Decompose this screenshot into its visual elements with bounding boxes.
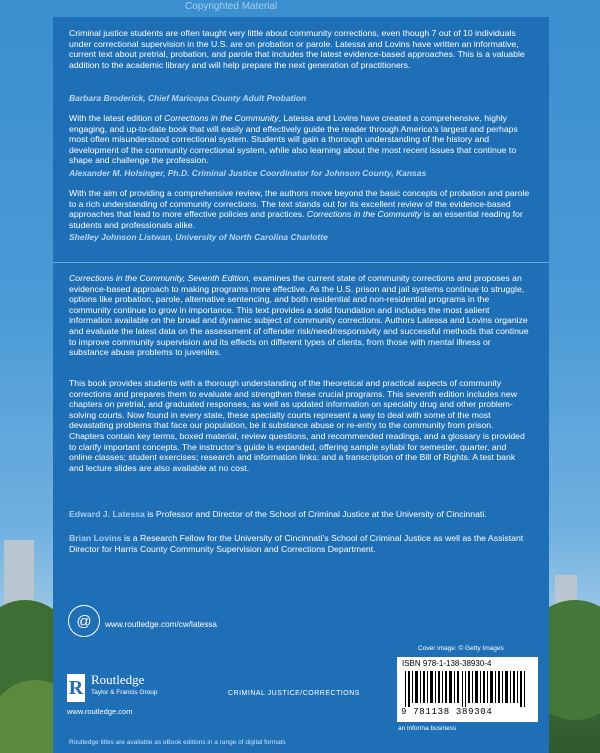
description-paragraph-2: This book provides students with a thorough understanding of the theoretical and practical aspects of community corrections and prepares them to evaluate and strengthen these crucial programs. This seventh edition includes new chapters on pretrial, and graduated responses, as well as updated information on specialty drug and other problem-solving courts. Now found in every state, these specialty courts represent a way to deal with some of the most devastating problems that face our population, be it substance abuse or re-entry to the community from prison. Chapters contain key terms, boxed material, review questions, and recommended readings, and a glossary is provided to clarify important concepts. The instructor’s guide is expanded, offering sample syllabi for semester, quarter, and online classes; student exercises; research and information links; and a transcription of the Bill of Rights. A test bank and lecture slides are also available at no cost.	[69, 378, 525, 473]
subject-category: CRIMINAL JUSTICE/CORRECTIONS	[228, 690, 360, 697]
isbn-barcode-box	[397, 657, 538, 722]
routledge-logo-icon: R	[67, 674, 85, 702]
informa-business-label: an informa business	[398, 725, 457, 732]
review-2-attribution: Alexander M. Holsinger, Ph.D. Criminal Justice Coordinator for Johnson County, Kansas	[69, 168, 427, 178]
review-3-text: With the aim of providing a comprehensive review, the authors move beyond the basic concepts of probation and parole to a rich understanding of community corrections. The text stands out for its excellent review of the evidence-based approaches that lead to more effective policies and practices. Corrections in the Community is an essential reading for students and professionals alike.	[69, 188, 530, 230]
ebook-availability-note: Routledge titles are available as eBook editions in a range of digital formats	[69, 739, 286, 746]
review-1-text: Criminal justice students are often taught very little about community corrections, even though 7 out of 10 individuals under correctional supervision in the U.S. are on probation or parole. Latessa and Lovins have written an informative, current text about pretrial, probation, and parole that includes the latest evidence-based approaches. This is a valuable addition to the academic library and will help prepare the next generation of practitioners.	[69, 28, 525, 70]
copyright-watermark: Copyrighted Material	[185, 1, 278, 12]
description-paragraph-1: Corrections in the Community, Seventh Edition, examines the current state of community corrections and proposes an evidence-based approach to making programs more effective. As the U.S. prison and jail systems continue to struggle, options like probation, parole, alternative sentencing, and both residential and non-residential programs in the community continue to grow in importance. This text provides a solid foundation and includes the most salient information available on the broad and dynamic subject of community corrections. Authors Latessa and Lovins organize and evaluate the latest data on the assessment of offender risk/need/responsivity and successful methods that continue to improve community supervision and its effects on different types of clients, from those with mental illness or substance abuse problems to juveniles.	[69, 273, 529, 358]
barcode-icon	[403, 671, 531, 707]
companion-website-icon: @	[68, 605, 100, 637]
review-2-text: With the latest edition of Corrections in the Community, Latessa and Lovins have created a comprehensive, highly engaging, and up-to-date book that will easily and effectively guide the reader through America’s largest and perhaps most often misunderstood correctional system. Students will gain a thorough understanding of the history and development of the community correctional system, while also learning about the most recent issues that continue to shape and challenge the profession.	[69, 113, 518, 166]
publisher-group: Taylor & Francis Group	[91, 689, 158, 696]
author-bio-lovins: Brian Lovins is a Research Fellow for the University of Cincinnati’s School of Criminal Justice as well as the Assistant Director for Harris County Community Supervision and Corrections Department.	[69, 533, 524, 554]
author-bio-latessa: Edward J. Latessa is Professor and Director of the School of Criminal Justice at the University of Cincinnati.	[69, 509, 487, 519]
isbn-label: ISBN 978-1-138-38930-4	[402, 659, 492, 668]
companion-website-url[interactable]: www.routledge.com/cw/latessa	[105, 620, 217, 629]
publisher-name: Routledge	[91, 672, 145, 687]
cover-image-credit: Cover image: © Getty Images	[418, 645, 504, 652]
review-1-attribution: Barbara Broderick, Chief Maricopa County Adult Probation	[69, 93, 307, 103]
text-panel	[53, 17, 549, 753]
barcode-digits: 9 781138 389304	[401, 707, 493, 717]
publisher-url[interactable]: www.routledge.com	[67, 707, 133, 716]
review-3-attribution: Shelley Johnson Listwan, University of North Carolina Charlotte	[69, 232, 328, 242]
section-divider	[53, 262, 549, 263]
